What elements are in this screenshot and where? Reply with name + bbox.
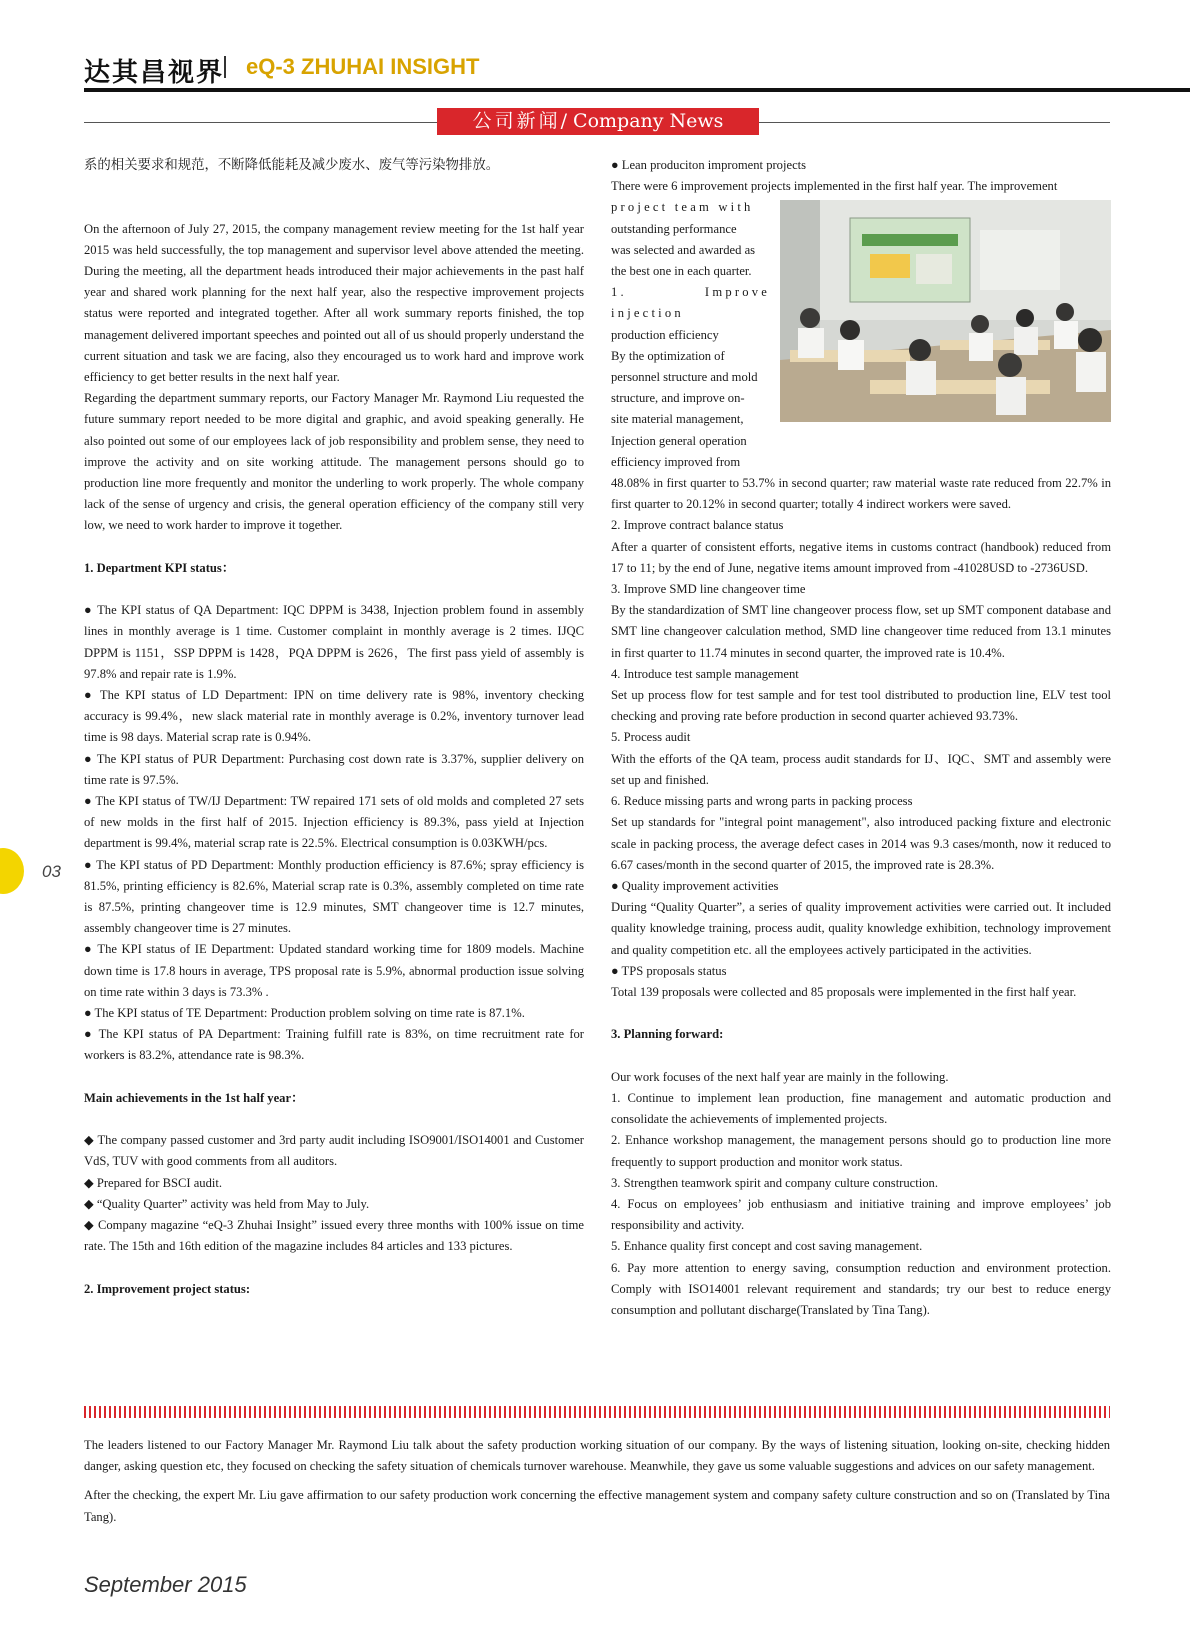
page-number: 03 [42, 862, 61, 881]
item-body: Total 139 proposals were collected and 85 proposals were implemented in the first half year. [611, 984, 1077, 999]
masthead-title-en: eQ-3 ZHUHAI INSIGHT [246, 54, 480, 79]
item-title: ● TPS proposals status [611, 963, 727, 978]
safety-article [84, 1435, 1110, 1536]
manager-paragraph: Regarding the department summary reports, our Factory Manager Mr. Raymond Liu requested the future summary report needed to be more digital and graphic, and avoid speaking generally. He also pointed out some of our employees lack of job responsibility and problem sense, they need to improve the activity and on site working attitude. The management persons should go to production line more frequently and monitor the underling to work properly. The whole company lack of the sense of urgency and crisis, the general operation efficiency of the company still very low, we need to work harder to improve it together. [84, 391, 584, 533]
section-label [437, 108, 759, 135]
injection-continuation: 48.08% in first quarter to 53.7% in second quarter; raw material waste rate reduced from 22.7% in first quarter to 20.12% in second quarter; totally 4 indirect workers were saved. [611, 476, 1111, 512]
item-body: After a quarter of consistent efforts, negative items in customs contract (handbook) reduced from 17 to 11; by the end of June, negative items amount improved from -41028USD to -2736USD. [611, 539, 1111, 575]
achievements-heading: Main achievements in the 1st half year： [84, 1090, 304, 1105]
header-rule [84, 88, 1190, 92]
planning-item: 4. Focus on employees’ job enthusiasm and initiative training and improve employees’ job responsibility and activity. [611, 1196, 1111, 1233]
lean-projects-title: ● Lean produciton improment projects [611, 158, 807, 172]
kpi-item: ● The KPI status of IE Department: Updated standard working time for 1809 models. Machine down time is 17.8 hours in average, TPS proposal rate is 5.9%, abnormal production issue solving on time rate within 3 days is 73.3% . [84, 942, 584, 999]
lean-projects-intro: There were 6 improvement projects implemented in the first half year. The improvement [611, 179, 1058, 194]
page-tab [0, 848, 24, 894]
item-title: 6. Reduce missing parts and wrong parts in packing process [611, 794, 913, 809]
achievement-item: ◆ Prepared for BSCI audit. [84, 1175, 223, 1190]
wrap-line: Injection general operation [611, 433, 747, 448]
item-title: 4. Introduce test sample management [611, 666, 799, 681]
item-body: Set up process flow for test sample and for test tool distributed to production line, ELV test tool checking and proving rate before production in second quarter achieved 93.73%. [611, 688, 1111, 724]
section-label-cn: 公司新闻 [472, 110, 561, 132]
section-label-en: / Company News [560, 110, 724, 132]
wrap-line: efficiency improved from [611, 454, 741, 469]
right-column [611, 155, 1111, 1321]
item-body: During “Quality Quarter”, a series of quality improvement activities were carried out. It included quality knowledge training, process audit, quality knowledge exhibition, technology improvement and quality competition etc. all the employees actively participated in the activities. [611, 900, 1111, 957]
masthead-separator [224, 56, 226, 78]
decorative-divider [84, 1406, 1110, 1418]
safety-paragraph: After the checking, the expert Mr. Liu gave affirmation to our safety production work concerning the effective management system and company safety culture construction and so on (Translated by Tina Tang). [84, 1488, 1110, 1524]
chinese-text-line: 系的相关要求和规范，不断降低能耗及减少废水、废气等污染物排放。 [84, 158, 500, 173]
masthead-title-cn: 达其昌视界 [84, 58, 225, 88]
kpi-heading: 1. Department KPI status： [84, 560, 235, 575]
wrap-line: was selected and awarded as [611, 242, 756, 257]
achievement-item: ◆ Company magazine “eQ-3 Zhuhai Insight” issued every three months with 100% issue on time rate. The 15th and 16th edition of the magazine includes 84 articles and 133 pictures. [84, 1218, 584, 1254]
planning-item: 2. Enhance workshop management, the management persons should go to production line more frequently to support production and monitor work status. [611, 1133, 1111, 1169]
wrap-line: the best one in each quarter. [611, 264, 752, 279]
issue-date: September 2015 [84, 1572, 247, 1597]
planning-item: 1. Continue to implement lean production, fine management and automatic production and consolidate the achievements of implemented projects. [611, 1090, 1111, 1127]
wrap-line: 1. Improve injection [611, 285, 770, 321]
meeting-photo [780, 200, 1111, 422]
intro-paragraph: On the afternoon of July 27, 2015, the company management review meeting for the 1st half year 2015 was held successfully, the top management and supervisor level above attended the meeting. During the meeting, all the department heads introduced their major achievements in the past half year and shared work planning for the next half year, also the respective improvement projects status were reported and integrated together. After all work summary reports finished, the top management delivered important speeches and pointed out all of us should properly understand the current situation and task we are facing, also they encouraged us to work hard and improve work efficiency to get better results in the next half year. [84, 221, 584, 384]
kpi-item: ● The KPI status of PUR Department: Purchasing cost down rate is 3.37%, supplier delivery on time rate is 97.5%. [84, 751, 584, 787]
item-title: 2. Improve contract balance status [611, 518, 784, 533]
planning-item: 6. Pay more attention to energy saving, consumption reduction and environment protection. Comply with ISO14001 relevant requirement and standards; try our best to reduce energy consumption and pollutant discharge(Translated by Tina Tang). [611, 1260, 1111, 1317]
kpi-item: ● The KPI status of QA Department: IQC DPPM is 3438, Injection problem found in assembly lines in monthly average is 1 time. Customer complaint in monthly average is 2 times. IJQC DPPM is 1151，SSP DPPM is 1428，PQA DPPM is 2626，The first pass yield of assembly is 97.8% and repair rate is 1.9%. [84, 603, 584, 681]
wrap-line: site material management, [611, 412, 744, 427]
item-body: Set up standards for "integral point management", also introduced packing fixture and electronic scale in packing process, the average defect cases in 2014 was 9.3 cases/month, now it reduced to 6.67 cases/month in the second quarter of 2015, the improved rate is 28.3%. [611, 815, 1111, 872]
item-title: 5. Process audit [611, 730, 691, 745]
wrap-line: structure, and improve on- [611, 391, 745, 406]
left-column [84, 155, 584, 1300]
planning-heading: 3. Planning forward: [611, 1027, 724, 1042]
item-body: With the efforts of the QA team, process audit standards for IJ、IQC、SMT and assembly were set up and finished. [611, 751, 1111, 787]
planning-item: 5. Enhance quality first concept and cost saving management. [611, 1239, 923, 1254]
item-title: ● Quality improvement activities [611, 878, 779, 893]
item-body: By the standardization of SMT line changeover process flow, set up SMT component database and SMT line changeover calculation method, SMD line changeover time reduced from 13.1 minutes in first quarter to 11.74 minutes in second quarter, the improved rate is 10.4%. [611, 603, 1111, 660]
meeting-photo-image [780, 200, 1111, 422]
achievement-item: ◆ “Quality Quarter” activity was held from May to July. [84, 1196, 370, 1211]
masthead [84, 50, 1190, 90]
kpi-item: ● The KPI status of PD Department: Monthly production efficiency is 87.6%; spray efficiency is 81.5%, printing efficiency is 82.6%, Material scrap rate is 0.3%, assembly completed on time rate is 87.5%, printing changeover time is 12.9 minutes, SMT changeover time is 12.7 minutes, assembly changeover time is 27 minutes. [84, 857, 584, 936]
wrap-line: project team with [611, 200, 754, 215]
planning-item: 3. Strengthen teamwork spirit and company culture construction. [611, 1175, 939, 1190]
kpi-item: ● The KPI status of TE Department: Production problem solving on time rate is 87.1%. [84, 1006, 525, 1021]
kpi-item: ● The KPI status of TW/IJ Department: TW repaired 171 sets of old molds and completed 27 sets of new molds in the first half of 2015. Injection efficiency is 89.3%, pass yield at Injection department is 99.4%, material scrap rate is 22.5%. Electrical consumption is 0.03KWH/pcs. [84, 794, 584, 851]
wrap-line: production efficiency [611, 327, 719, 342]
achievement-item: ◆ The company passed customer and 3rd party audit including ISO9001/ISO14001 and Customer VdS, TUV with good comments from all auditors. [84, 1133, 584, 1169]
wrap-line: outstanding performance [611, 221, 737, 236]
improvement-heading: 2. Improvement project status: [84, 1281, 251, 1296]
wrap-line: By the optimization of [611, 348, 725, 363]
planning-intro: Our work focuses of the next half year are mainly in the following. [611, 1069, 949, 1084]
kpi-item: ● The KPI status of PA Department: Training fulfill rate is 83%, on time recruitment rate for workers is 83.2%, attendance rate is 98.3%. [84, 1027, 584, 1063]
safety-paragraph: The leaders listened to our Factory Manager Mr. Raymond Liu talk about the safety production working situation of our company. By the ways of listening situation, looking on-site, checking hidden danger, asking question etc, they focused on checking the safety situation of chemicals turnover warehouse. Meanwhile, they gave us some valuable suggestions and advices on our safety management. [84, 1438, 1110, 1474]
kpi-item: ● The KPI status of LD Department: IPN on time delivery rate is 98%, inventory checking accuracy is 99.4%，new slack material rate in monthly average is 0.2%, inventory turnover lead time is 98 days. Material scrap rate is 0.94%. [84, 688, 584, 745]
wrap-line: personnel structure and mold [611, 370, 758, 385]
item-title: 3. Improve SMD line changeover time [611, 582, 806, 597]
